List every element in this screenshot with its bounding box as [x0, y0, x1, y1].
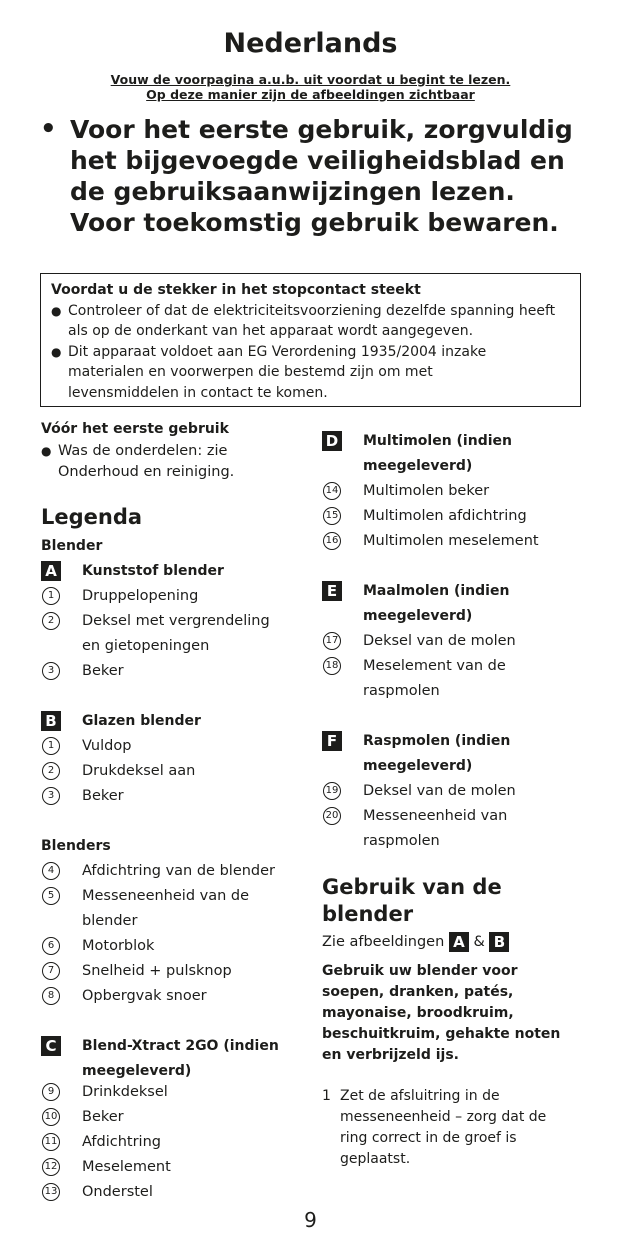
see-images-line [322, 930, 509, 955]
legend-item: Motorblok [82, 938, 155, 954]
page-number: 9 [304, 1208, 317, 1232]
ampersand: & [473, 934, 485, 950]
legend-item: Vuldop [82, 738, 132, 754]
foldout-notice [0, 72, 621, 102]
group-b-title: Glazen blender [82, 713, 201, 729]
bullet-icon: • [40, 114, 57, 144]
number-badge: 19 [323, 782, 341, 800]
number-badge: 9 [42, 1083, 60, 1101]
legend-item: Deksel van de molen [363, 783, 516, 799]
number-badge: 6 [42, 937, 60, 955]
legend-item: Multimolen afdichtring [363, 508, 527, 524]
number-badge: 2 [42, 762, 60, 780]
legend-item: Beker [82, 788, 124, 804]
legend-item: Meselement van de raspmolen [363, 658, 506, 699]
badge-e: E [322, 581, 342, 601]
badge-b: B [41, 711, 61, 731]
badge-f: F [322, 731, 342, 751]
number-badge: 2 [42, 612, 60, 630]
badge-c: C [41, 1036, 61, 1056]
legend-item: Onderstel [82, 1184, 153, 1200]
number-badge: 12 [42, 1158, 60, 1176]
number-badge: 7 [42, 962, 60, 980]
box-heading: Voordat u de stekker in het stopcontact steekt [51, 282, 421, 298]
legend-item: Deksel met vergrendeling en gietopeningen [82, 613, 270, 654]
legend-item: Afdichtring [82, 1134, 161, 1150]
badge-b: B [489, 932, 509, 952]
see-images-text: Zie afbeeldingen [322, 934, 445, 950]
badge-a: A [449, 932, 469, 952]
number-badge: 1 [42, 737, 60, 755]
group-f-title: Raspmolen (indien meegeleverd) [363, 733, 511, 774]
group-e-title: Maalmolen (indien meegeleverd) [363, 583, 510, 624]
safety-instruction [40, 114, 585, 238]
notice-line-1: Vouw de voorpagina a.u.b. uit voordat u begint te lezen. [110, 72, 511, 87]
number-badge: 18 [323, 657, 341, 675]
usage-heading: Gebruik van de blender [322, 875, 502, 926]
legend-item: Drukdeksel aan [82, 763, 196, 779]
first-use-heading: Vóór het eerste gebruik [41, 421, 229, 437]
legend-item: Multimolen meselement [363, 533, 539, 549]
box-bullet: ● Dit apparaat voldoet aan EG Verordening 1935/2004 inzake materialen en voorwerpen die bestemd zijn om met levensmiddelen in contact te komen. [51, 342, 521, 404]
number-badge: 14 [323, 482, 341, 500]
blender-subheading: Blender [41, 538, 103, 554]
blenders-subheading: Blenders [41, 838, 111, 854]
number-badge: 3 [42, 787, 60, 805]
legend-item: Deksel van de molen [363, 633, 516, 649]
legend-item: Messeneenheid van de blender [82, 888, 250, 929]
usage-description: Gebruik uw blender voor soepen, dranken, patés, mayonaise, broodkruim, beschuitkruim, gehakte noten en verbrijzeld ijs. [322, 963, 561, 1063]
group-c-title: Blend-Xtract 2GO (indien meegeleverd) [82, 1038, 279, 1079]
legend-item: Beker [82, 663, 124, 679]
legend-item: Messeneenheid van raspmolen [363, 808, 508, 849]
legend-item: Druppelopening [82, 588, 199, 604]
number-badge: 11 [42, 1133, 60, 1151]
legend-item: Drinkdeksel [82, 1084, 168, 1100]
legenda-heading: Legenda [41, 505, 143, 529]
number-badge: 15 [323, 507, 341, 525]
badge-a: A [41, 561, 61, 581]
number-badge: 1 [42, 587, 60, 605]
group-d-title: Multimolen (indien meegeleverd) [363, 433, 512, 474]
legend-item: Beker [82, 1109, 124, 1125]
number-badge: 8 [42, 987, 60, 1005]
number-badge: 17 [323, 632, 341, 650]
box-bullet: ● Controleer of dat de elektriciteitsvoorziening dezelfde spanning heeft als op de onderkant van het apparaat wordt aangegeven. [51, 301, 556, 342]
legend-item: Afdichtring van de blender [82, 863, 276, 879]
number-badge: 20 [323, 807, 341, 825]
number-badge: 4 [42, 862, 60, 880]
legend-item: Meselement [82, 1159, 171, 1175]
step-text: Zet de afsluitring in de messeneenheid – zorg dat de ring correct in de groef is geplaatst. [340, 1088, 547, 1167]
page-title: Nederlands [223, 28, 398, 59]
first-use-bullet: ● Was de onderdelen: zie Onderhoud en reiniging. [41, 441, 271, 483]
notice-line-2: Op deze manier zijn de afbeeldingen zichtbaar [146, 87, 475, 102]
before-plugging-box [40, 273, 581, 407]
safety-instruction-text: Voor het eerste gebruik, zorgvuldig het bijgevoegde veiligheidsblad en de gebruiksaanwijzingen lezen. Voor toekomstig gebruik bewaren. [70, 115, 573, 237]
number-badge: 3 [42, 662, 60, 680]
number-badge: 5 [42, 887, 60, 905]
legend-item: Opbergvak snoer [82, 988, 207, 1004]
group-a-title: Kunststof blender [82, 563, 224, 579]
step-number: 1 [322, 1088, 331, 1104]
number-badge: 16 [323, 532, 341, 550]
number-badge: 13 [42, 1183, 60, 1201]
badge-d: D [322, 431, 342, 451]
legend-item: Snelheid + pulsknop [82, 963, 232, 979]
legend-item: Multimolen beker [363, 483, 490, 499]
number-badge: 10 [42, 1108, 60, 1126]
